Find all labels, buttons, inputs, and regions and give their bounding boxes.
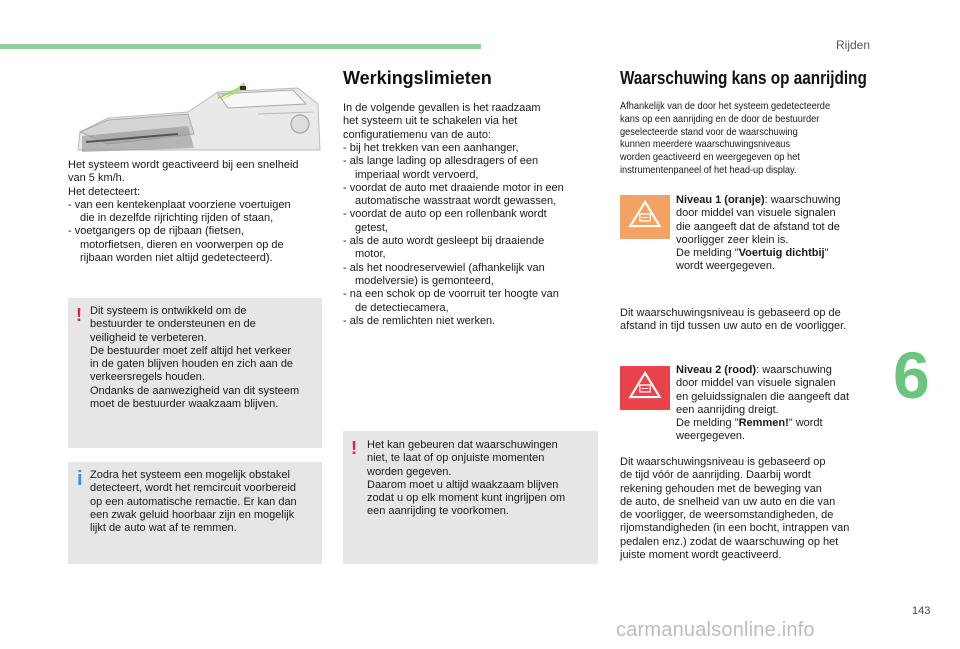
message-suffix: " wordt [788, 417, 823, 430]
list-item: - voordat de auto op een rollenbank wordt [343, 208, 547, 221]
text-line: geselecteerde stand voor de waarschuwing [620, 125, 798, 138]
level1-message [676, 247, 840, 260]
level1-heading [676, 194, 840, 207]
text-line: en geluidssignalen die aangeeft dat [676, 390, 850, 403]
watermark: carmanualsonline.info [616, 619, 815, 641]
collision-intro [620, 100, 830, 177]
text-line: een zwak geluid hoorbaar zijn en mogelijk [90, 508, 295, 521]
text-line: juiste moment wordt geactiveerd. [620, 549, 782, 562]
text-line: veiligheid te verbeteren. [90, 331, 207, 344]
text-line: kans op een aanrijding en de door de bestuurder [620, 112, 820, 125]
chapter-number: 6 [893, 338, 930, 412]
car-collision-alert-icon [620, 366, 670, 404]
text-line: Afhankelijk van de door het systeem gedetecteerde [620, 100, 831, 112]
car-collision-warning-icon [620, 195, 670, 233]
text-line: Zodra het systeem een mogelijk obstakel [90, 469, 290, 481]
text-line: van 5 km/h. [68, 172, 125, 185]
list-item: - als de auto wordt gesleept bij draaiende [343, 235, 545, 248]
message-name: Voertuig dichtbij [738, 247, 825, 260]
info-icon: i [77, 468, 83, 490]
limits-intro [343, 102, 541, 142]
text-line: In de volgende gevallen is het raadzaam [343, 102, 541, 114]
text-line: het systeem uit te schakelen via het [343, 115, 518, 128]
text-line: die aangeeft dat de afstand tot de [676, 220, 840, 233]
text-line: Ondanks de aanwezigheid van dit systeem [90, 384, 300, 397]
warning-box-middle [343, 431, 598, 564]
list-item-continued: de detectiecamera, [355, 301, 449, 314]
text-line: door middel van visuele signalen [676, 377, 836, 390]
level2-icon-frame [620, 366, 670, 410]
warning-box-left [68, 298, 322, 448]
text-line: Dit waarschuwingsniveau is gebaseerd op de [620, 307, 841, 319]
text-line: configuratiemenu van de auto: [343, 128, 491, 141]
list-item: - voetgangers op de rijbaan (fietsen, [68, 225, 245, 238]
limits-list [343, 142, 564, 328]
warning-text [90, 305, 299, 411]
section-title-limits: Werkingslimieten [343, 68, 492, 88]
level2-label-rest: : waarschuwing [756, 364, 832, 376]
level1-label: Niveau 1 (oranje) [676, 194, 765, 206]
text-line: afstand in tijd tussen uw auto en de voorligger. [620, 320, 847, 333]
text-line: weergegeven. [676, 430, 746, 443]
list-item-continued: die in dezelfde rijrichting rijden of staan, [80, 212, 274, 225]
list-item-continued: modelversie) is gemonteerd, [355, 274, 494, 287]
warning-text [367, 439, 565, 519]
text-line: moet de bestuurder waakzaam blijven. [90, 398, 279, 411]
message-name: Remmen! [738, 417, 789, 430]
text-line: rekening gehouden met de beweging van [620, 482, 822, 495]
level2-text [676, 364, 849, 444]
list-item: - van een kentekenplaat voorziene voertuigen [68, 198, 291, 211]
text-line: kunnen meerdere waarschuwingsniveaus [620, 138, 791, 151]
level1-text [676, 194, 840, 274]
section-label: Rijden [836, 38, 871, 52]
section-title-collision-warning: Waarschuwing kans op aanrijding [620, 68, 867, 88]
text-line: bestuurder te ondersteunen en de [90, 318, 256, 331]
list-item: - als lange lading op allesdragers of een [343, 155, 539, 168]
list-item-continued: automatische wasstraat wordt gewassen, [355, 195, 557, 208]
text-line: de auto, de snelheid van uw auto en die van [620, 495, 836, 508]
text-line: wordt weergegeven. [676, 260, 776, 273]
level2-heading [676, 364, 849, 377]
text-line: een aanrijding te voorkomen. [367, 505, 509, 518]
list-item-continued: motorfietsen, dieren en voorwerpen op de [80, 238, 284, 251]
text-line: Het detecteert: [68, 185, 141, 198]
level2-message [676, 417, 849, 430]
list-item: - als de remlichten niet werken. [343, 314, 496, 327]
info-box-left [68, 462, 322, 564]
warning-icon: ! [76, 305, 82, 325]
message-suffix: " [824, 247, 829, 260]
text-line: een aanrijding dreigt. [676, 403, 779, 416]
text-line: Het kan gebeuren dat waarschuwingen [367, 439, 558, 451]
text-line: rijomstandigheden (in een bocht, intrappen van [620, 522, 850, 535]
text-line: op een automatische remactie. Er kan dan [90, 495, 297, 508]
level1-icon-frame [620, 195, 670, 239]
text-line: de tijd vóór de aanrijding. Daarbij wordt [620, 469, 811, 482]
list-item: - na een schok op de voorruit ter hoogte van [343, 288, 559, 301]
text-line: instrumentenpaneel of het head-up display. [620, 163, 797, 176]
list-item-continued: imperiaal wordt vervoerd, [355, 168, 479, 181]
list-item: - voordat de auto met draaiende motor in een [343, 181, 564, 194]
level1-label-rest: : waarschuwing [764, 194, 841, 206]
text-line: voorligger zeer klein is. [676, 233, 789, 246]
header-accent-bar [0, 44, 481, 49]
message-prefix: De melding " [676, 247, 739, 260]
text-line: worden geactiveerd en weergegeven op het [620, 151, 800, 164]
page-number: 143 [912, 605, 931, 617]
text-line: verkeersregels houden. [90, 371, 205, 384]
message-prefix: De melding " [676, 417, 739, 430]
text-line: worden gegeven. [367, 465, 452, 478]
text-line: Dit waarschuwingsniveau is gebaseerd op [620, 456, 826, 468]
text-line: detecteert, wordt het remcircuit voorbereid [90, 482, 297, 495]
text-line: lijkt de auto wat af te remmen. [90, 522, 237, 535]
text-line: door middel van visuele signalen [676, 207, 836, 220]
list-item-continued: motor, [355, 248, 386, 261]
text-line: de voorligger, de weersomstandigheden, de [620, 509, 834, 522]
list-item: - bij het trekken van een aanhanger, [343, 142, 519, 154]
info-text [90, 469, 297, 535]
text-line: De bestuurder moet zelf altijd het verkeer [90, 344, 292, 357]
list-item-continued: getest, [355, 221, 389, 234]
list-item: - als het noodreservewiel (afhankelijk van [343, 261, 545, 274]
level2-note [620, 456, 849, 562]
car-illustration [68, 74, 323, 154]
text-line: Daarom moet u altijd waakzaam blijven [367, 478, 559, 491]
text-line: Dit systeem is ontwikkeld om de [90, 305, 247, 317]
level1-note [620, 307, 846, 334]
text-line: pedalen enz.) zodat de waarschuwing op het [620, 535, 839, 548]
left-intro-text [68, 159, 299, 265]
level2-label: Niveau 2 (rood) [676, 364, 757, 376]
text-line: zodat u op elk moment kunt ingrijpen om [367, 492, 566, 505]
warning-icon: ! [351, 438, 357, 458]
text-line: Het systeem wordt geactiveerd bij een snelheid [68, 159, 299, 171]
text-line: niet, te laat of op onjuiste momenten [367, 452, 545, 465]
text-line: in de gaten blijven houden en zich aan de [90, 358, 294, 371]
list-item-continued: rijbaan worden niet altijd gedetecteerd). [80, 252, 273, 265]
